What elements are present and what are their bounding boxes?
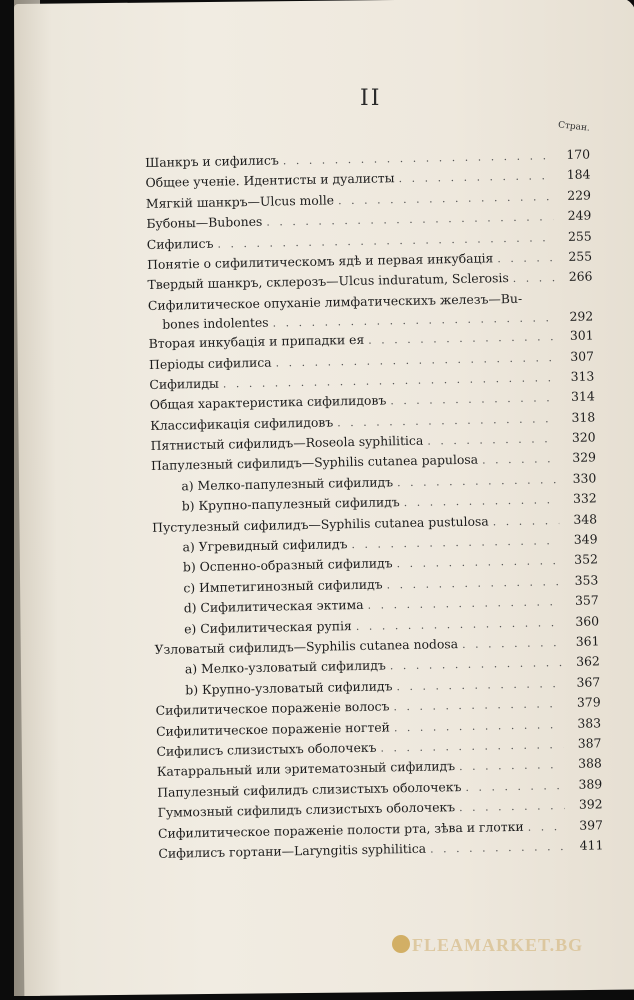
toc-entry-title: Понятіе о сифилитическомъ ядѣ и первая инкубація [146, 250, 494, 272]
toc-entry-title: Сифилитическое опуханіе лимфатическихъ железъ—Bu- [147, 290, 523, 313]
page-folio: II [360, 86, 382, 111]
toc-entry-title: d) Сифилитическая эктима [183, 597, 364, 616]
toc-entry-page: 292 [569, 308, 594, 325]
toc-entry-page: 411 [579, 837, 604, 853]
toc-entry-page: 318 [571, 409, 596, 425]
toc-entry-page: 379 [576, 694, 601, 710]
toc-leader-dots [482, 450, 558, 472]
toc-entry-title: Папулезный сифилидъ слизистыхъ оболочекъ [157, 778, 462, 800]
toc-entry-title: Періоды сифилиса [148, 354, 272, 372]
toc-entry-page: 330 [572, 470, 597, 486]
toc-entry-title: Сифилисъ слизистыхъ оболочекъ [156, 739, 377, 759]
toc-entry-page: 383 [577, 714, 602, 731]
toc-leader-dots [430, 837, 566, 860]
toc-entry-title: Узловатый сифилидъ—Syphilis cutanea nodosa [154, 636, 459, 657]
toc-entry-page: 170 [566, 146, 591, 162]
toc-entry-title: Вторая инкубація и припадки ея [148, 331, 365, 352]
toc-entry-page: 249 [567, 207, 592, 224]
toc-entry-title: Шанкръ и сифилисъ [145, 152, 279, 170]
toc-entry-title: Классификація сифилидовъ [150, 414, 334, 433]
toc-entry-page: 387 [577, 735, 602, 751]
toc-entry-title: b) Оспенно-образный сифилидъ [182, 555, 393, 575]
toc-entry-title: Сифилитическое пораженіе ногтей [155, 718, 390, 739]
toc-leader-dots [427, 429, 558, 452]
watermark: FLEAMARKET.BG [412, 935, 584, 955]
toc-entry-title: Папулезный сифилидъ—Syphilis cutanea papulosa [150, 452, 479, 474]
toc-entry-title: Сифилиды [149, 375, 219, 392]
toc-entry-title: Пустулезный сифилидъ—Syphilis cutanea pustulosa [152, 513, 489, 535]
toc-entry-title: b) Крупно-папулезный сифилидъ [181, 494, 400, 514]
toc-entry-title: Общее ученіе. Идентисты и дуалисты [145, 170, 395, 191]
toc-leader-dots [465, 776, 564, 798]
toc-entry-page: 352 [574, 551, 599, 568]
toc-entry-page: 349 [573, 531, 598, 547]
toc-entry-title: Твердый шанкръ, склерозъ—Ulcus induratum, Sclerosis [147, 270, 509, 293]
toc-entry-page: 357 [574, 592, 599, 609]
toc-entry-title: Сифилисъ [146, 235, 214, 252]
toc-entry-page: 301 [569, 327, 594, 343]
toc-entry-title: Сифилитическое пораженіе полости рта, зѣва и глотки [157, 818, 524, 841]
toc-entry-title: Пятнистый сифилидъ—Roseola syphilitica [150, 432, 424, 454]
toc-entry-page: 367 [576, 674, 601, 690]
toc-entry-page [559, 301, 593, 302]
toc-entry-page: 266 [568, 268, 593, 285]
toc-entry-title: bones indolentes [162, 314, 269, 332]
toc-entry-title: Общая характеристика сифилидовъ [149, 392, 387, 413]
toc-entry-title: Мягкій шанкръ—Ulcus molle [145, 192, 335, 211]
toc-entry-page: 229 [567, 187, 592, 203]
toc-entry-page: 362 [576, 653, 600, 670]
toc-entry-page: 360 [575, 612, 600, 629]
toc-leader-dots [459, 796, 565, 818]
toc-entry-page: 332 [572, 490, 597, 507]
toc-entry-title: e) Сифилитическая рупія [183, 617, 352, 636]
toc-entry-page: 255 [568, 248, 593, 264]
toc-leader-dots [513, 269, 555, 290]
toc-entry-page: 388 [578, 755, 602, 772]
toc-entry-title: c) Импетигинозный сифилидъ [183, 576, 383, 596]
toc-leader-dots [462, 633, 562, 655]
toc-leader-dots [493, 511, 560, 533]
toc-entry-page: 255 [567, 228, 592, 244]
toc-entry-page: 348 [573, 511, 598, 527]
toc-entry-page: 184 [566, 166, 591, 183]
toc-entry-page: 307 [570, 347, 595, 364]
toc-entry-title: a) Мелко-папулезный сифилидъ [181, 474, 394, 494]
watermark-logo-icon [392, 935, 410, 953]
toc-entry-page: 353 [574, 572, 599, 588]
toc-entry-title: Катарральный или эритематозный сифилидъ [156, 758, 456, 780]
toc-leader-dots [497, 248, 554, 269]
toc-entry-page: 361 [575, 633, 600, 649]
toc-entry-title: Сифилитическое пораженіе волосъ [155, 698, 390, 719]
toc-entry-title: a) Мелко-узловатый сифилидъ [184, 657, 386, 677]
toc-entry-title: b) Крупно-узловатый сифилидъ [185, 678, 393, 698]
toc-entry-title: Бубоны—Bubones [146, 213, 263, 232]
toc-entry-title: Сифилисъ гортани—Laryngitis syphilitica [158, 840, 427, 861]
toc-leader-dots [527, 817, 565, 838]
toc-entry-page: 313 [570, 368, 595, 384]
table-of-contents [145, 144, 604, 864]
toc-entry-title: Гуммозный сифилидъ слизистыхъ оболочекъ [157, 799, 456, 820]
toc-entry-page: 392 [578, 796, 603, 812]
page-column-header: Стран. [557, 120, 591, 134]
toc-entry-page: 314 [570, 388, 595, 405]
toc-entry-page: 397 [579, 816, 604, 833]
toc-entry-page: 320 [571, 429, 596, 445]
toc-leader-dots [459, 755, 564, 777]
toc-entry-page: 329 [572, 449, 597, 466]
toc-entry-page: 389 [578, 776, 603, 792]
toc-entry-title: a) Угревидный сифилидъ [182, 536, 348, 555]
